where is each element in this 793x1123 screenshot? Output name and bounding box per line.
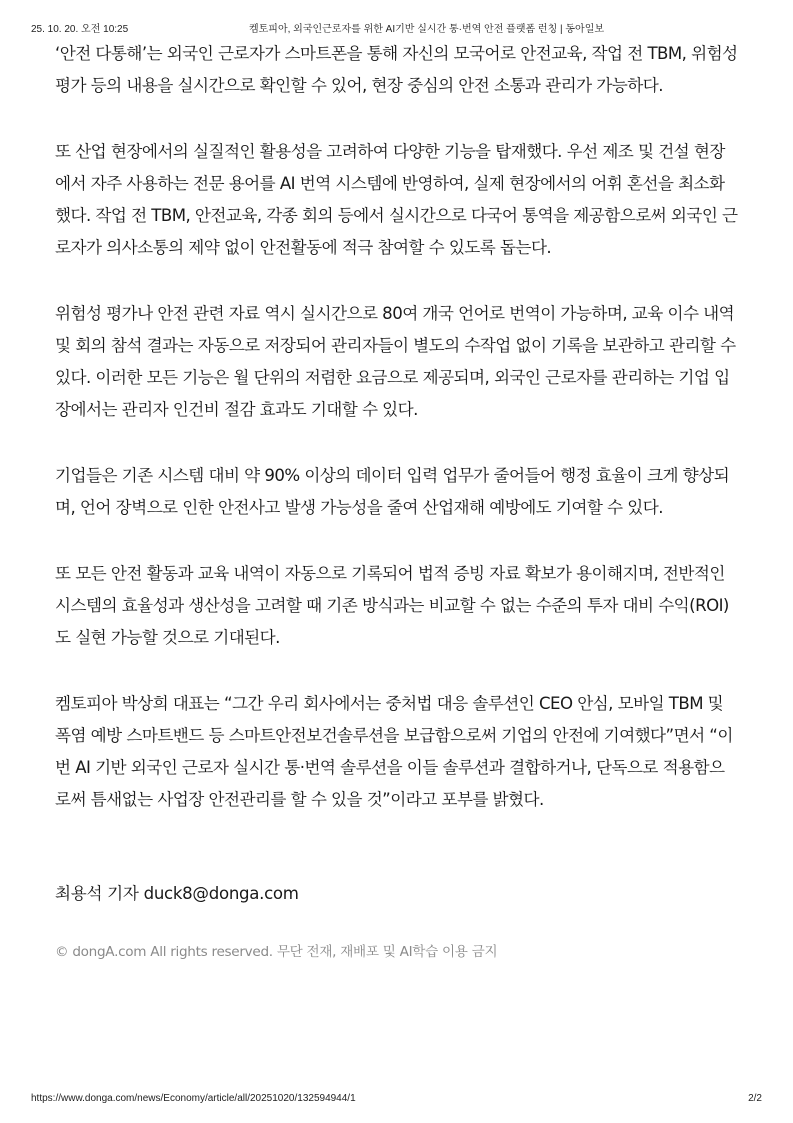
page-number: 2/2 [748, 1093, 762, 1104]
article-paragraph: 위험성 평가나 안전 관련 자료 역시 실시간으로 80여 개국 언어로 번역이 가능하며, 교육 이수 내역 및 회의 참석 결과는 자동으로 저장되어 관리자들이 별도의 수작업 없이 기록을 보관하고 관리할 수 있다. 이러한 모든 기능은 월 단위의 저렴한 요금으로 제공되며, 외국인 근로자를 관리하는 기업 입장에서는 관리자 인건비 절감 효과도 기대할 수 있다. [55, 304, 736, 419]
article-paragraph: 기업들은 기존 시스템 대비 약 90% 이상의 데이터 입력 업무가 줄어들어 행정 효율이 크게 향상되며, 언어 장벽으로 인한 안전사고 발생 가능성을 줄여 산업재해 예방에도 기여할 수 있다. [55, 466, 730, 517]
print-header [31, 20, 762, 34]
reporter-byline: 최용석 기자 duck8@donga.com [55, 884, 299, 903]
print-url: https://www.donga.com/news/Economy/article/all/20251020/132594944/1 [31, 1093, 356, 1104]
article-paragraph: 또 산업 현장에서의 실질적인 활용성을 고려하여 다양한 기능을 탑재했다. 우선 제조 및 건설 현장에서 자주 사용하는 전문 용어를 AI 번역 시스템에 반영하여, 실제 현장에서의 어휘 혼선을 최소화했다. 작업 전 TBM, 안전교육, 각종 회의 등에서 실시간으로 다국어 통역을 제공함으로써 외국인 근로자가 의사소통의 제약 없이 안전활동에 적극 참여할 수 있도록 돕는다. [55, 142, 738, 257]
print-footer [31, 1093, 762, 1107]
print-date: 25. 10. 20. 오전 10:25 [31, 24, 129, 35]
copyright-notice: © dongA.com All rights reserved. 무단 전재, 재배포 및 AI학습 이용 금지 [55, 944, 498, 960]
article-paragraph: 켐토피아 박상희 대표는 “그간 우리 회사에서는 중처법 대응 솔루션인 CEO 안심, 모바일 TBM 및 폭염 예방 스마트밴드 등 스마트안전보건솔루션을 보급함으로써 기업의 안전에 기여했다”면서 “이번 AI 기반 외국인 근로자 실시간 통·번역 솔루션을 이들 솔루션과 결합하거나, 단독으로 적용함으로써 틈새없는 사업장 안전관리를 할 수 있을 것”이라고 포부를 밝혔다. [55, 694, 733, 809]
print-page-title: 켐토피아, 외국인근로자를 위한 AI기반 실시간 통·번역 안전 플랫폼 런칭 | 동아일보 [248, 24, 605, 35]
article-paragraph: ‘안전 다통해’는 외국인 근로자가 스마트폰을 통해 자신의 모국어로 안전교육, 작업 전 TBM, 위험성 평가 등의 내용을 실시간으로 확인할 수 있어, 현장 중심의 안전 소통과 관리가 가능하다. [55, 44, 738, 95]
article-paragraph: 또 모든 안전 활동과 교육 내역이 자동으로 기록되어 법적 증빙 자료 확보가 용이해지며, 전반적인 시스템의 효율성과 생산성을 고려할 때 기존 방식과는 비교할 수 없는 수준의 투자 대비 수익(ROI)도 실현 가능할 것으로 기대된다. [55, 564, 729, 647]
article-body [55, 38, 739, 850]
